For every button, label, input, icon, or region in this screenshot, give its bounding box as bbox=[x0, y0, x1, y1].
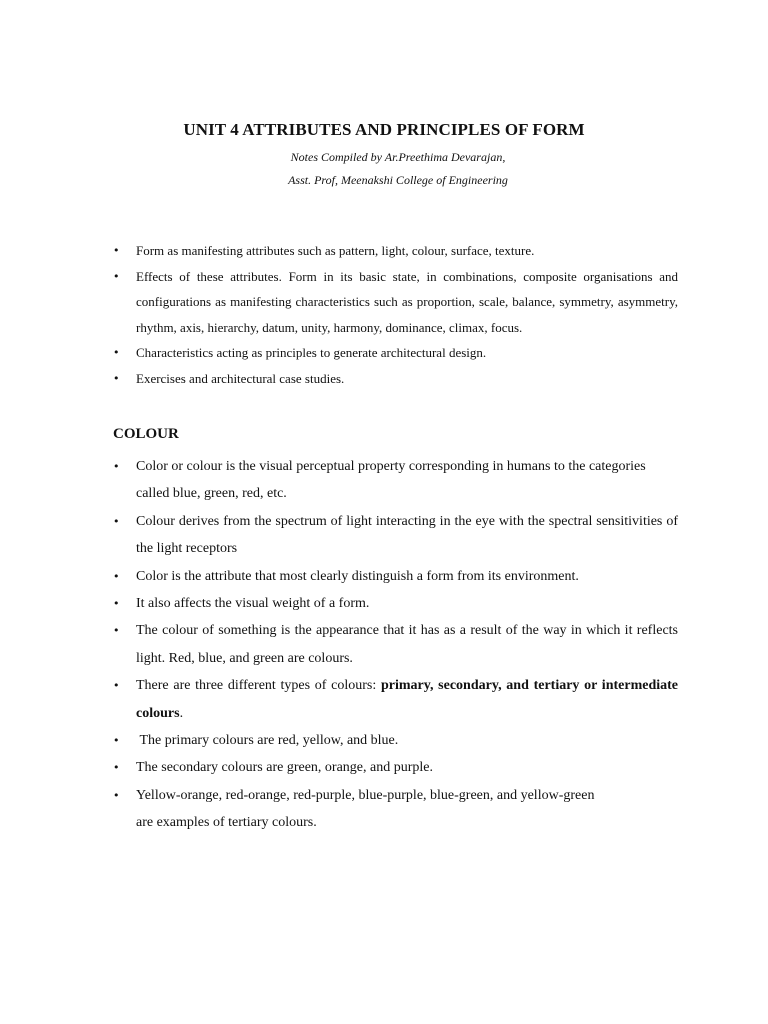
tertiary-line-2: are examples of tertiary colours. bbox=[136, 815, 317, 831]
list-item: • Form as manifesting attributes such as pattern, light, colour, surface, texture. bbox=[113, 238, 678, 264]
list-item bbox=[113, 672, 678, 727]
list-item: • The secondary colours are green, orange, and purple. bbox=[113, 754, 678, 781]
tertiary-line-1: Yellow-orange, red-orange, red-purple, blue-purple, blue-green, and yellow-green bbox=[136, 787, 595, 803]
list-item: • Color or colour is the visual perceptual property corresponding in humans to the categories called blue, green, red, etc. bbox=[113, 453, 678, 508]
types-prefix: There are three different types of colours: bbox=[136, 678, 381, 694]
list-item: • The colour of something is the appearance that it has as a result of the way in which it reflects light. Red, blue, and green are colours. bbox=[113, 617, 678, 672]
list-item: • It also affects the visual weight of a form. bbox=[113, 590, 678, 617]
list-item: • Effects of these attributes. Form in its basic state, in combinations, composite organisations and configurations as manifesting characteristics such as proportion, scale, balance, symmetry, asymmetry, rhythm, axis, hierarchy, datum, unity, harmony, dominance, climax, focus. bbox=[113, 264, 678, 341]
types-suffix: . bbox=[179, 705, 184, 721]
types-bold-text: primary, secondary, and tertiary or intermediate colours bbox=[136, 678, 679, 721]
list-item: • The primary colours are red, yellow, and blue. bbox=[113, 727, 678, 754]
page-title: UNIT 4 ATTRIBUTES AND PRINCIPLES OF FORM bbox=[183, 120, 585, 139]
colour-heading: COLOUR bbox=[113, 426, 179, 442]
list-item: • Color is the attribute that most clearly distinguish a form from its environment. bbox=[113, 563, 678, 590]
list-item bbox=[113, 782, 678, 837]
list-item: • Exercises and architectural case studies. bbox=[113, 366, 678, 392]
colour-bullet-list bbox=[113, 453, 678, 837]
list-item: • Characteristics acting as principles to generate architectural design. bbox=[113, 340, 678, 366]
list-item: • Colour derives from the spectrum of light interacting in the eye with the spectral sensitivities of the light receptors bbox=[113, 508, 678, 563]
intro-bullet-list bbox=[113, 238, 678, 391]
compiled-by-line: Notes Compiled by Ar.Preethima Devarajan, bbox=[290, 150, 506, 164]
affiliation-line: Asst. Prof, Meenakshi College of Engineering bbox=[288, 173, 508, 187]
